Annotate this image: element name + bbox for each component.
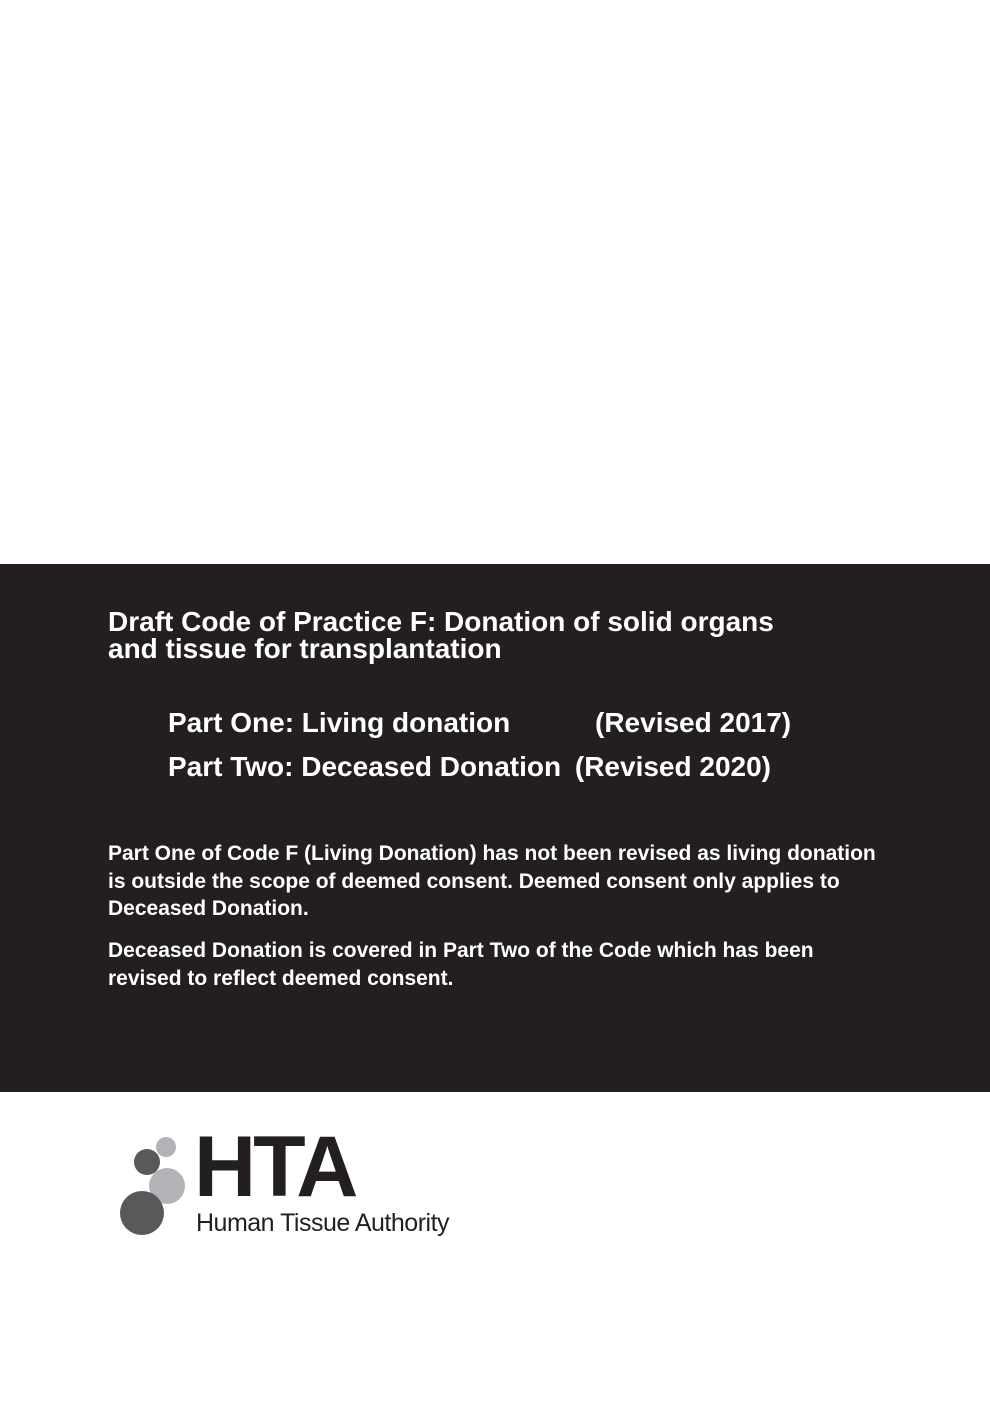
hta-wordmark: HTA (194, 1119, 356, 1215)
deceased-donation-note: Deceased Donation is covered in Part Two of the Code which has been revised to reflect deemed consent. (108, 939, 814, 990)
title-line-1: Draft Code of Practice F: Donation of solid organs (108, 606, 774, 637)
hta-full-name: Human Tissue Authority (196, 1209, 450, 1237)
part-one-label: Part One: Living donation (168, 707, 511, 738)
title-line-2: and tissue for transplantation (108, 633, 502, 664)
part-two-item (168, 745, 868, 789)
part-two-label: Part Two: Deceased Donation (168, 751, 562, 782)
document-title (108, 608, 908, 662)
cover-band (0, 564, 990, 1092)
part-one-revision: (Revised 2017) (595, 707, 792, 738)
part-one-item (168, 701, 868, 745)
part-two-revision: (Revised 2020) (574, 751, 771, 782)
parts-list (168, 701, 868, 789)
hta-logo (116, 1119, 476, 1250)
hta-circles-logo-icon (116, 1130, 196, 1240)
living-donation-note: Part One of Code F (Living Donation) has not been revised as living donation is outside the scope of deemed consent. Deemed consent only applies to Deceased Donation. (108, 842, 876, 920)
